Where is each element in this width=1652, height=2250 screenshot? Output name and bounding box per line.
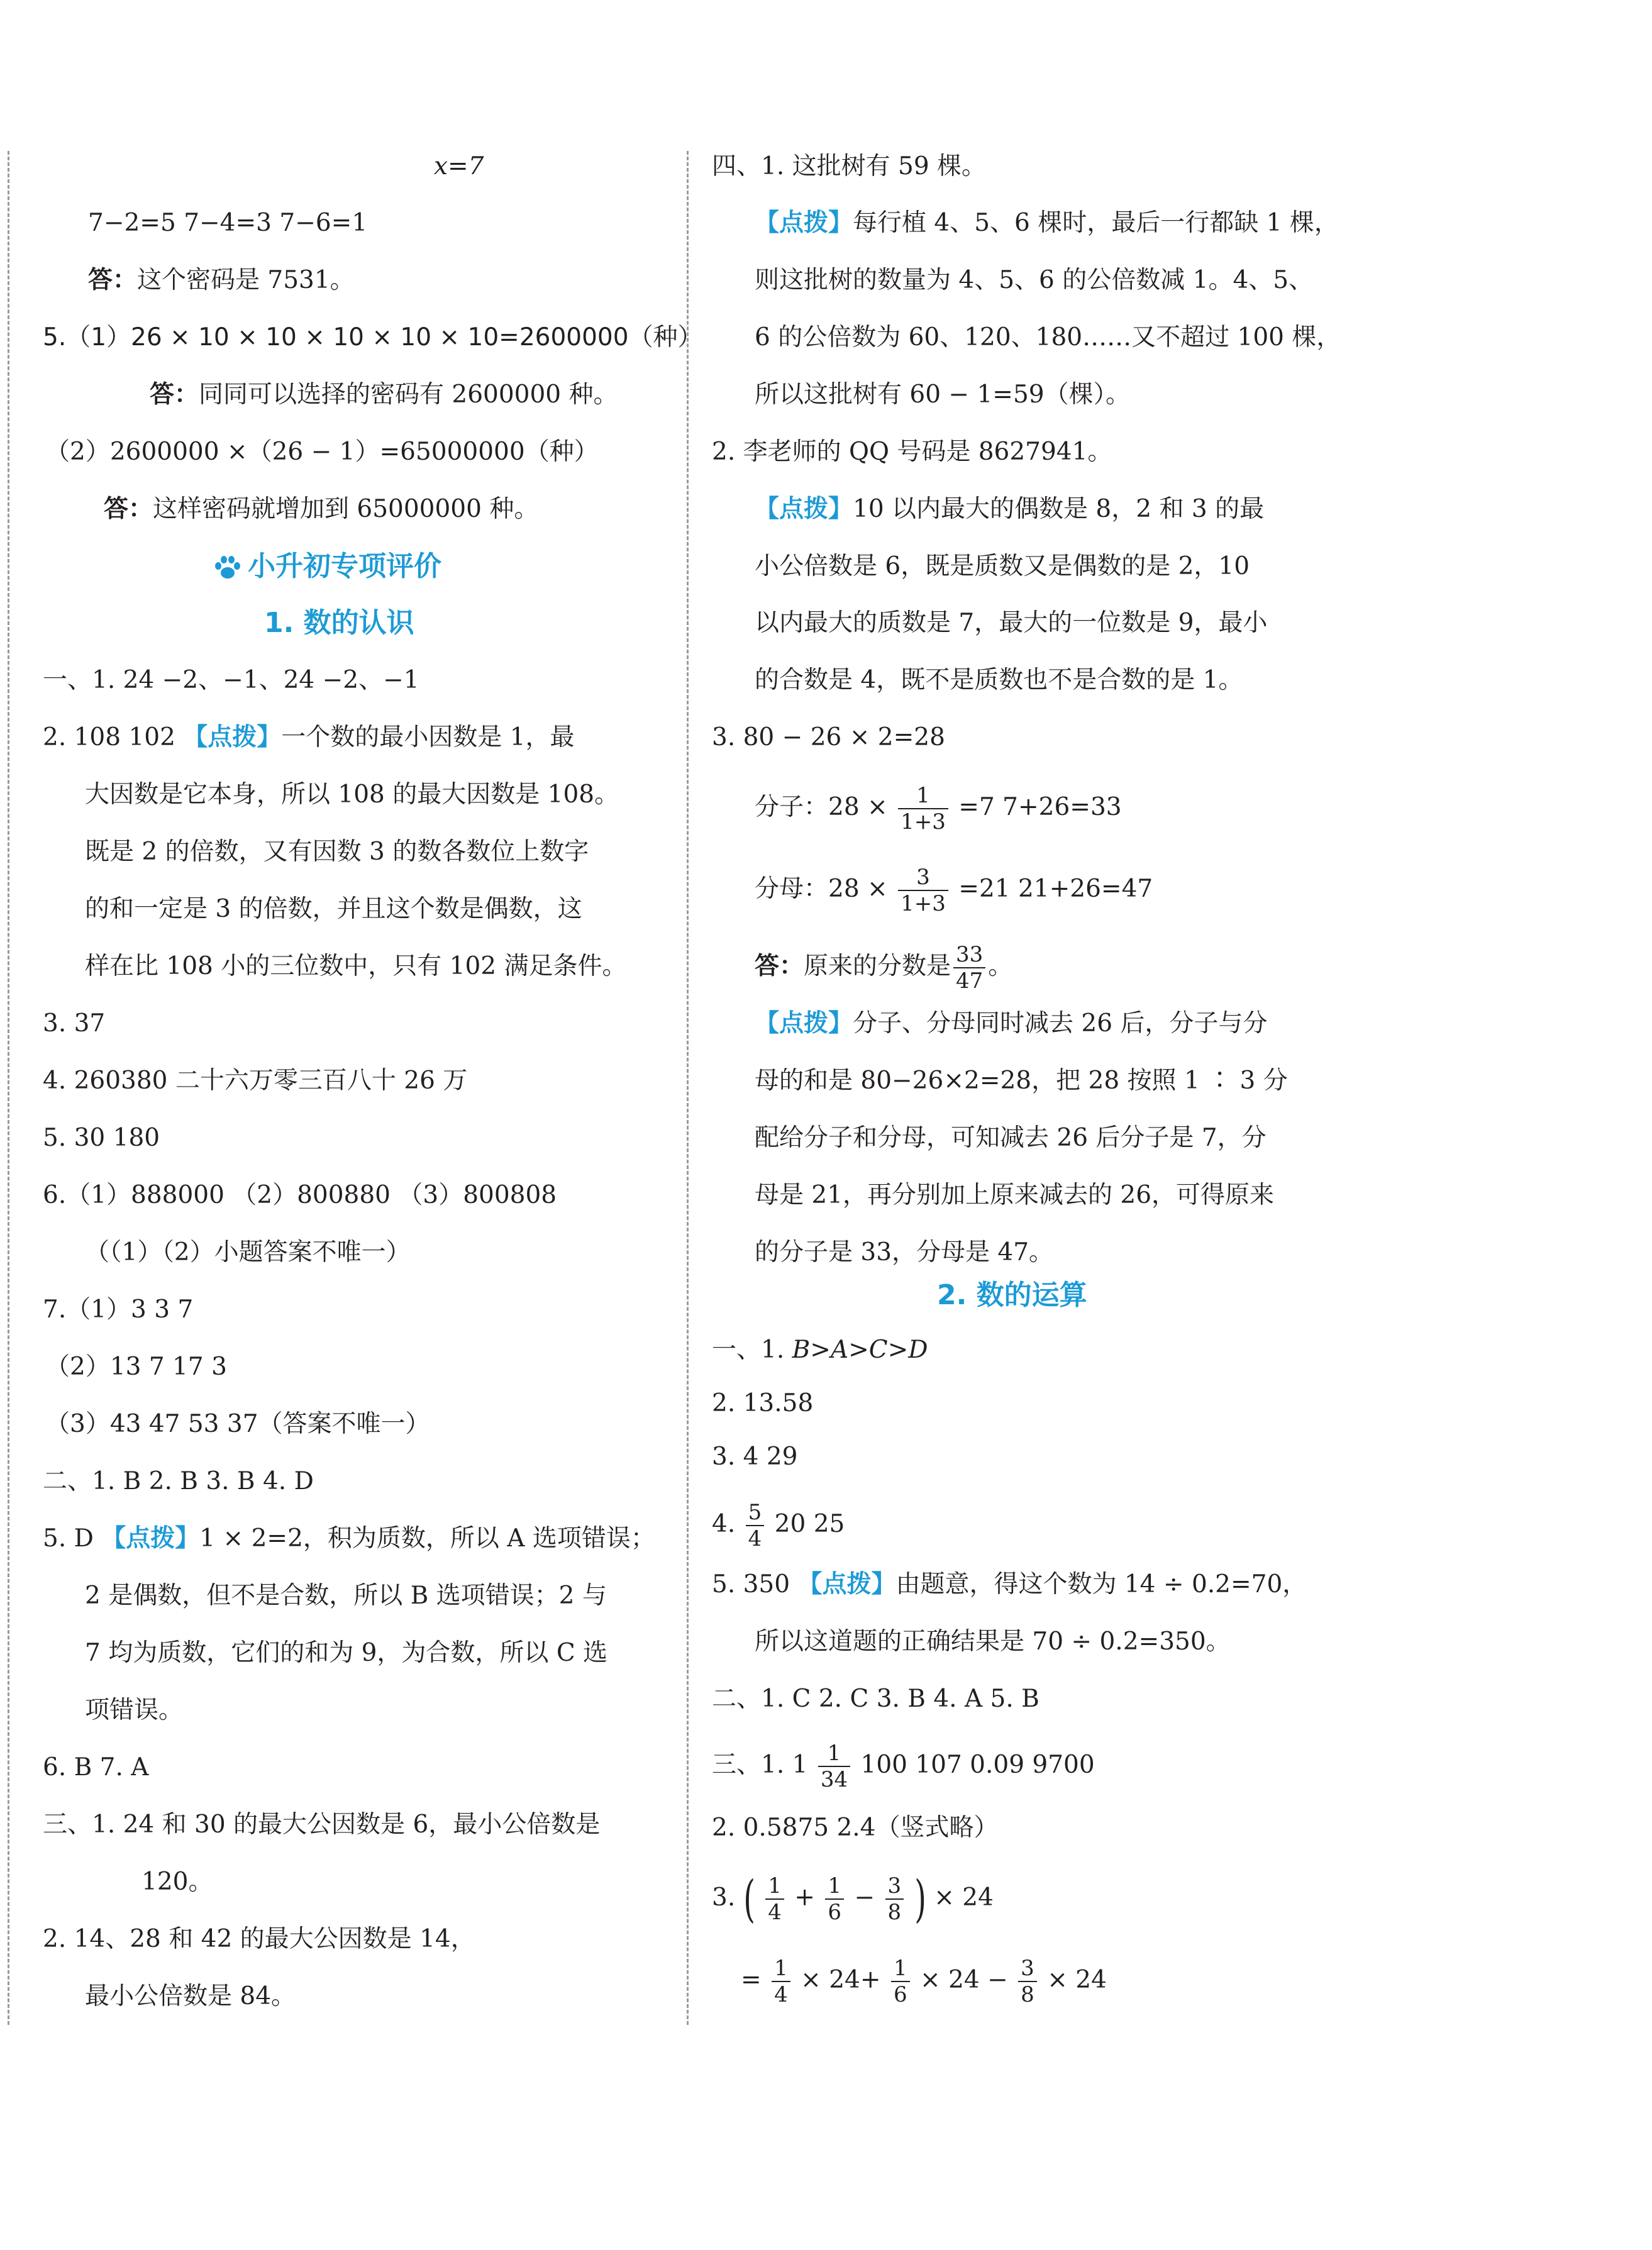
answer-item: 二、1. B 2. B 3. B 4. D <box>43 1467 314 1495</box>
answer-item: 的分子是 33，分母是 47。 <box>755 1238 1054 1266</box>
fraction-numerator: 33 <box>953 942 985 968</box>
fraction-denominator: 8 <box>887 1900 902 1925</box>
answer-label: 答： <box>150 380 199 409</box>
item-text: 一个数的最小因数是 1，最 <box>281 723 575 751</box>
answer-item: 7.（1）3 3 7 <box>43 1295 194 1324</box>
tip-label: 【点拨】 <box>797 1570 896 1599</box>
fraction <box>953 942 985 994</box>
fraction-numerator: 1 <box>772 1956 790 1982</box>
item-text: 每行植 4、5、6 棵时，最后一行都缺 1 棵， <box>853 209 1339 237</box>
answer-item: 三、1. 24 和 30 的最大公因数是 6，最小公倍数是 <box>43 1810 601 1839</box>
fraction-denominator: 4 <box>774 1982 788 2007</box>
answer-item: 母的和是 80−26×2=28，把 28 按照 1 ∶ 3 分 <box>755 1067 1288 1095</box>
left-margin-dashed-line <box>8 151 9 2025</box>
answer-text: 原来的分数是 <box>804 952 951 980</box>
answer-item: 3. 4 29 <box>712 1443 798 1471</box>
item-text: = <box>741 1966 762 1994</box>
item-text: 5. D <box>43 1524 102 1553</box>
answer-item: 大因数是它本身，所以 108 的最大因数是 108。 <box>85 780 619 809</box>
answer-item <box>755 208 1339 239</box>
answer-line <box>755 942 1012 994</box>
answer-text: 这个密码是 7531。 <box>137 266 355 294</box>
tip-label: 【点拨】 <box>755 1009 853 1038</box>
tip-label: 【点拨】 <box>183 723 282 751</box>
fraction-denominator: 47 <box>956 968 984 994</box>
answer-text: 同同可以选择的密码有 2600000 种。 <box>199 380 618 409</box>
answer-item: （3）43 47 53 37（答案不唯一） <box>45 1410 430 1438</box>
item-text: 一、1. <box>712 1336 792 1364</box>
answer-text: 这样密码就增加到 65000000 种。 <box>153 495 539 523</box>
fraction <box>746 1500 765 1551</box>
item-text: =21 21+26=47 <box>958 875 1153 903</box>
problem-5-line: 5.（1）26 × 10 × 10 × 10 × 10 × 10=2600000（种） <box>43 323 702 352</box>
answer-item: 2. 李老师的 QQ 号码是 8627941。 <box>712 438 1112 466</box>
item-text: 10 以内最大的偶数是 8，2 和 3 的最 <box>853 495 1265 523</box>
fraction-denominator: 1+3 <box>901 891 946 916</box>
item-text: 分子、分母同时减去 26 后，分子与分 <box>853 1009 1268 1038</box>
fraction-denominator: 8 <box>1021 1982 1034 2007</box>
left-paren: ( <box>743 1870 755 1928</box>
fraction <box>898 783 948 834</box>
item-text: 20 25 <box>774 1510 845 1538</box>
fraction-denominator: 6 <box>893 1982 907 2007</box>
paw-icon <box>214 555 241 580</box>
subsection-title: 2. 数的运算 <box>937 1279 1087 1311</box>
answer-line <box>104 494 538 525</box>
answer-item: 所以这批树有 60 − 1=59（棵）。 <box>755 380 1131 409</box>
answer-item: 一、1. 24 −2、−1、24 −2、−1 <box>43 666 419 694</box>
fraction-numerator: 1 <box>898 783 948 809</box>
fraction-numerator: 3 <box>1018 1956 1037 1982</box>
answer-item <box>712 1741 1095 1792</box>
answer-item: 6 的公倍数为 60、120、180……又不超过 100 棵， <box>755 323 1341 352</box>
fraction-denominator: 4 <box>768 1900 782 1925</box>
item-text: 分母：28 × <box>755 875 888 903</box>
item-text: × 24 − <box>919 1966 1008 1994</box>
answer-item: 120。 <box>141 1868 213 1896</box>
item-text: 分子：28 × <box>755 793 888 821</box>
calc-line: 7−2=5 7−4=3 7−6=1 <box>88 209 368 237</box>
fraction <box>885 1873 904 1925</box>
fraction-numerator: 1 <box>818 1741 850 1767</box>
tip-label: 【点拨】 <box>755 209 853 237</box>
subsection-title: 1. 数的认识 <box>264 607 414 639</box>
tip-label: 【点拨】 <box>755 495 853 523</box>
answer-item: 4. 260380 二十六万零三百八十 26 万 <box>43 1067 468 1095</box>
answer-label: 答： <box>755 952 804 980</box>
answer-item: 所以这道题的正确结果是 70 ÷ 0.2=350。 <box>755 1627 1231 1656</box>
answer-item: 以内最大的质数是 7，最大的一位数是 9，最小 <box>755 609 1268 637</box>
answer-item <box>712 1500 845 1551</box>
item-text: 100 107 0.09 9700 <box>860 1751 1095 1779</box>
fraction-numerator: 1 <box>765 1873 784 1900</box>
item-text: × 24 <box>934 1883 994 1912</box>
fraction-numerator: 3 <box>898 865 948 891</box>
fraction <box>891 1956 910 2007</box>
expression-line <box>712 1871 994 1927</box>
item-text: 三、1. 1 <box>712 1751 808 1779</box>
item-text: 3. <box>712 1883 736 1912</box>
answer-item: 3. 80 − 26 × 2=28 <box>712 723 945 751</box>
section-title <box>214 551 441 582</box>
fraction-numerator: 5 <box>746 1500 765 1526</box>
answer-item: 母是 21，再分别加上原来减去的 26，可得原来 <box>755 1181 1275 1209</box>
fraction-numerator: 1 <box>891 1956 910 1982</box>
answer-item: 二、1. C 2. C 3. B 4. A 5. B <box>712 1685 1039 1713</box>
fraction <box>818 1741 850 1792</box>
answer-item: 2. 0.5875 2.4（竖式略） <box>712 1814 999 1842</box>
item-text: =7 7+26=33 <box>958 793 1122 821</box>
expression-line <box>741 1956 1107 2007</box>
fraction-denominator: 1+3 <box>901 809 946 834</box>
item-text: 5. 350 <box>712 1570 798 1599</box>
fraction <box>765 1873 784 1925</box>
operator: − <box>854 1883 875 1912</box>
answer-item: （（1）（2）小题答案不唯一） <box>85 1238 411 1266</box>
equation-x: x=7 <box>434 152 484 180</box>
tip-label: 【点拨】 <box>101 1524 200 1553</box>
answer-item: 样在比 108 小的三位数中，只有 102 满足条件。 <box>85 952 627 980</box>
problem-5-2-line: （2）2600000 ×（26 − 1）=65000000（种） <box>45 438 599 466</box>
column-divider-dashed-line <box>687 151 689 2025</box>
answer-item: 四、1. 这批树有 59 棵。 <box>712 152 987 180</box>
answer-item: 项错误。 <box>85 1696 184 1724</box>
answer-label: 答： <box>88 266 138 294</box>
answer-line <box>88 265 355 296</box>
fraction-denominator: 6 <box>828 1900 842 1925</box>
section-title-text: 小升初专项评价 <box>248 550 441 582</box>
item-text: 由题意，得这个数为 14 ÷ 0.2=70， <box>895 1570 1307 1599</box>
item-text: 1 × 2=2，积为质数，所以 A 选项错误； <box>199 1524 655 1553</box>
answer-item: 6. B 7. A <box>43 1753 149 1782</box>
answer-item <box>43 1523 655 1554</box>
answer-item: 7 均为质数，它们的和为 9，为合数，所以 C 选 <box>85 1639 608 1667</box>
fraction-line <box>755 783 1122 834</box>
answer-item: 则这批树的数量为 4、5、6 的公倍数减 1。4、5、 <box>755 266 1314 294</box>
answer-item: 配给分子和分母，可知减去 26 后分子是 7，分 <box>755 1124 1267 1152</box>
item-text: × 24+ <box>801 1966 881 1994</box>
answer-item: 的合数是 4，既不是质数也不是合数的是 1。 <box>755 666 1243 694</box>
answer-item <box>755 494 1264 525</box>
answer-item: 最小公倍数是 84。 <box>85 1982 296 2010</box>
answer-item <box>43 722 575 753</box>
answer-item: 2. 14、28 和 42 的最大公因数是 14， <box>43 1925 475 1953</box>
item-text: × 24 <box>1047 1966 1107 1994</box>
fraction <box>825 1873 844 1925</box>
answer-item: 既是 2 的倍数，又有因数 3 的数各数位上数字 <box>85 838 589 866</box>
fraction-denominator: 34 <box>820 1767 848 1792</box>
fraction-line <box>755 865 1153 916</box>
fraction-denominator: 4 <box>748 1526 762 1551</box>
answer-item <box>712 1334 928 1366</box>
fraction <box>772 1956 790 2007</box>
answer-item <box>755 1008 1267 1039</box>
fraction <box>898 865 948 916</box>
answer-item <box>712 1569 1307 1600</box>
answer-line <box>150 379 618 411</box>
answer-item: （2）13 7 17 3 <box>45 1353 227 1381</box>
answer-label: 答： <box>104 495 153 523</box>
fraction <box>1018 1956 1037 2007</box>
item-text: 4. <box>712 1510 736 1538</box>
right-paren: ) <box>914 1870 926 1928</box>
item-text: 2. 108 102 <box>43 723 184 751</box>
fraction-numerator: 1 <box>825 1873 844 1900</box>
answer-item: 小公倍数是 6，既是质数又是偶数的是 2，10 <box>755 552 1250 580</box>
answer-item: 3. 37 <box>43 1009 106 1038</box>
answer-item: 2. 13.58 <box>712 1389 814 1417</box>
item-text: B>A>C>D <box>792 1336 928 1364</box>
answer-item: 2 是偶数，但不是合数，所以 B 选项错误；2 与 <box>85 1582 607 1610</box>
item-text: 。 <box>988 952 1013 980</box>
answer-item: 5. 30 180 <box>43 1124 160 1152</box>
fraction-numerator: 3 <box>885 1873 904 1900</box>
answer-item: 的和一定是 3 的倍数，并且这个数是偶数，这 <box>85 895 582 923</box>
answer-item: 6.（1）888000 （2）800880 （3）800808 <box>43 1181 557 1209</box>
operator: + <box>794 1883 815 1912</box>
